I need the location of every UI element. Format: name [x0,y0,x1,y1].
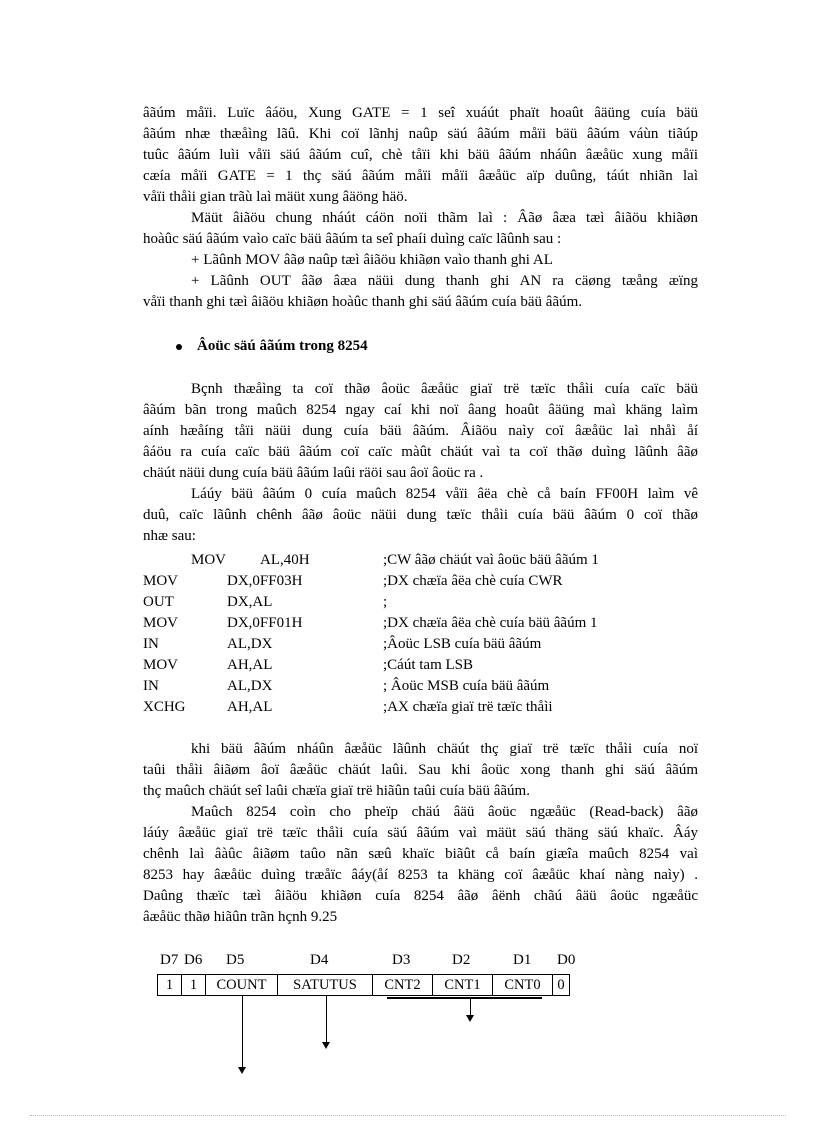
code-comment: ;AX chæïa giaï trë tæïc thåìi [383,699,553,715]
bit-label: D0 [557,952,576,968]
bit-label: D1 [513,952,532,968]
text-line: taûi thåìi âiãøm âoï âæåüc chäút laûi. Sau khi âoüc xong thanh ghi säú âãúm [143,762,698,778]
bit-label: D3 [392,952,411,968]
code-line [143,634,703,655]
text-line: chênh laì âàûc âiãøm taûo nãn sæû khaïc biãût cå baín giæîa maûch 8254 vaì [143,846,698,862]
text-line: aính hæåíng tåïi näüi dung cuía bäü âãúm. Âiãöu naìy coï âæåüc laì nhåì åí [143,423,698,439]
text-line: âáöu ra cuía caïc bäü âãúm coï caïc màût chäút vaì ta coï thãø duìng lãûnh âãø [143,444,698,460]
paragraph-example [143,484,698,547]
code-line [143,613,703,634]
code-comment: ; Âoüc MSB cuía bäü âãúm [383,678,550,694]
code-operands: DX,AL [227,594,273,610]
text-line: tuûc âãúm luìi våïi säú âãúm cuî, chè tåïi khi bäü âãúm nháûn âæåüc xung måïi [143,147,698,163]
code-opcode: MOV [191,552,227,568]
code-operands: AL,DX [227,636,273,652]
code-line [143,676,703,697]
code-opcode: MOV [143,573,179,589]
bit-field-cell: CNT0 [493,975,553,995]
text-line: Láúy bäü âãúm 0 cuía maûch 8254 våïi âëa chè cå baín FF00H laìm vê [191,486,698,502]
paragraph-mov-instruction [143,250,698,271]
text-line: nhæ sau: [143,528,196,544]
bullet-icon [176,344,182,350]
code-operands: DX,0FF03H [227,573,303,589]
paragraph-counter-load [143,103,698,208]
text-line: hoàûc säú âãúm vaìo caïc bäü âãúm ta seî phaíi duìng caïc lãûnh sau : [143,231,562,247]
arrow-down-icon [326,995,327,1043]
bit-label: D6 [184,952,203,968]
text-line: Mäüt âiãöu chung nháút cáön noïi thãm laì : Âãø âæa tæì âiãöu khiãøn [191,210,698,226]
section-heading-text: Âoüc säú âãúm trong 8254 [197,338,368,354]
section-heading [176,338,368,355]
text-line: + Lãûnh OUT âãø âæa näüi dung thanh ghi AN ra cäøng tæång æïng [191,273,698,289]
text-line: láúy âæåüc giaï trë tæïc thåìi cuía säú âãúm vaì mäüt säú thäng säú khaïc. Âáy [143,825,698,841]
text-line: våïi thåìi gian trãù laì mäüt xung âäöng häö. [143,189,408,205]
bit-label: D2 [452,952,471,968]
arrow-down-icon [470,999,471,1016]
text-line: âãúm måïi. Luïc âáöu, Xung GATE = 1 seî xuáút phaït hoaût âäüng cuía bäü [143,105,698,121]
code-comment: ;Âoüc LSB cuía bäü âãúm [383,636,542,652]
code-line [143,550,703,571]
arrow-down-icon [242,995,243,1068]
bit-field-cell: CNT2 [373,975,433,995]
text-line: 8253 hay âæåüc duìng træåïc âáy(åí 8253 ta khäng coï âæåüc khaí nàng naìy) . [143,867,698,883]
bit-field-cell: COUNT [206,975,278,995]
text-line: cæía måïi GATE = 1 thç säú âãúm måïi måïi âæåüc aïp duûng, táút nhiãn laì [143,168,698,184]
cnt-group-underline [387,997,542,999]
bit-label: D7 [160,952,179,968]
code-comment: ;DX chæïa âëa chè cuía CWR [383,573,563,589]
code-operands: AH,AL [227,699,273,715]
code-line [143,571,703,592]
control-word-cells [157,974,570,996]
code-comment: ;Cáút tam LSB [383,657,473,673]
text-line: âãúm nhæ thæåìng lãû. Khi coï lãnhj naûp säú âãúm måïi bäü âãúm váùn tiãúp [143,126,698,142]
code-opcode: MOV [143,657,179,673]
text-line: âãúm bãn trong maûch 8254 ngay caí khi noï âang hoaût âäüng maì khäng laìm [143,402,698,418]
assembly-code-listing [143,550,703,718]
bit-field-cell: 1 [158,975,182,995]
text-line: Bçnh thæåìng ta coï thãø âoüc âæåüc giaï trë tæïc thåìi cuía caïc bäü [191,381,698,397]
paragraph-out-instruction [143,271,698,313]
bit-field-cell: CNT1 [433,975,493,995]
code-opcode: IN [143,678,159,694]
code-comment: ;CW âãø chäút vaì âoüc bäü âãúm 1 [383,552,599,568]
paragraph-read-back [143,802,698,928]
text-line: chäút näüi dung cuía bäü âãúm laûi räöi sau âoï âoüc ra . [143,465,484,481]
bit-field-cell: 0 [557,977,565,993]
code-line [143,697,703,718]
bit-field-cell: 1 [182,975,206,995]
code-opcode: IN [143,636,159,652]
code-opcode: MOV [143,615,179,631]
code-operands: AL,DX [227,678,273,694]
text-line: duû, caïc lãûnh chênh âãø âoüc näüi dung tæïc thåìi cuía bäü âãúm 0 coï thãø [143,507,698,523]
text-line: våïi thanh ghi tæì âiãöu khiãøn hoàûc thanh ghi säú âãúm cuía bäü âãúm. [143,294,583,310]
code-comment: ; [383,594,388,610]
text-line: âæåüc thãø hiãûn trãn hçnh 9.25 [143,909,338,925]
code-line [143,655,703,676]
code-opcode: OUT [143,594,174,610]
bit-label: D4 [310,952,329,968]
text-line: Daûng thæïc tæì âiãöu khiãøn cuía 8254 âãø âënh chãú âäü âoüc ngæåüc [143,888,698,904]
code-operands: AH,AL [227,657,273,673]
page-bottom-border [30,1115,786,1116]
paragraph-general-note [143,208,698,250]
text-line: thç maûch chäút seî laûi chæïa giaï trë hiãûn taûi cuía bäü âãúm. [143,783,530,799]
code-opcode: XCHG [143,699,186,715]
code-operands: AL,40H [260,552,310,568]
code-operands: DX,0FF01H [227,615,303,631]
bit-field-cell: SATUTUS [278,975,373,995]
paragraph-latch-result [143,739,698,802]
code-comment: ;DX chæïa âëa chè cuía bäü âãúm 1 [383,615,598,631]
code-line [143,592,703,613]
text-line: Maûch 8254 coìn cho pheïp chäú âäü âoüc ngæåüc (Read-back) âãø [191,804,698,820]
text-line: khi bäü âãúm nháûn âæåüc lãûnh chäút thç giaï trë tæïc thåìi cuía noï [191,741,698,757]
bit-label: D5 [226,952,245,968]
text-line: + Lãûnh MOV âãø naûp tæì âiãöu khiãøn vaìo thanh ghi AL [191,252,553,268]
paragraph-reading-counter [143,379,698,484]
